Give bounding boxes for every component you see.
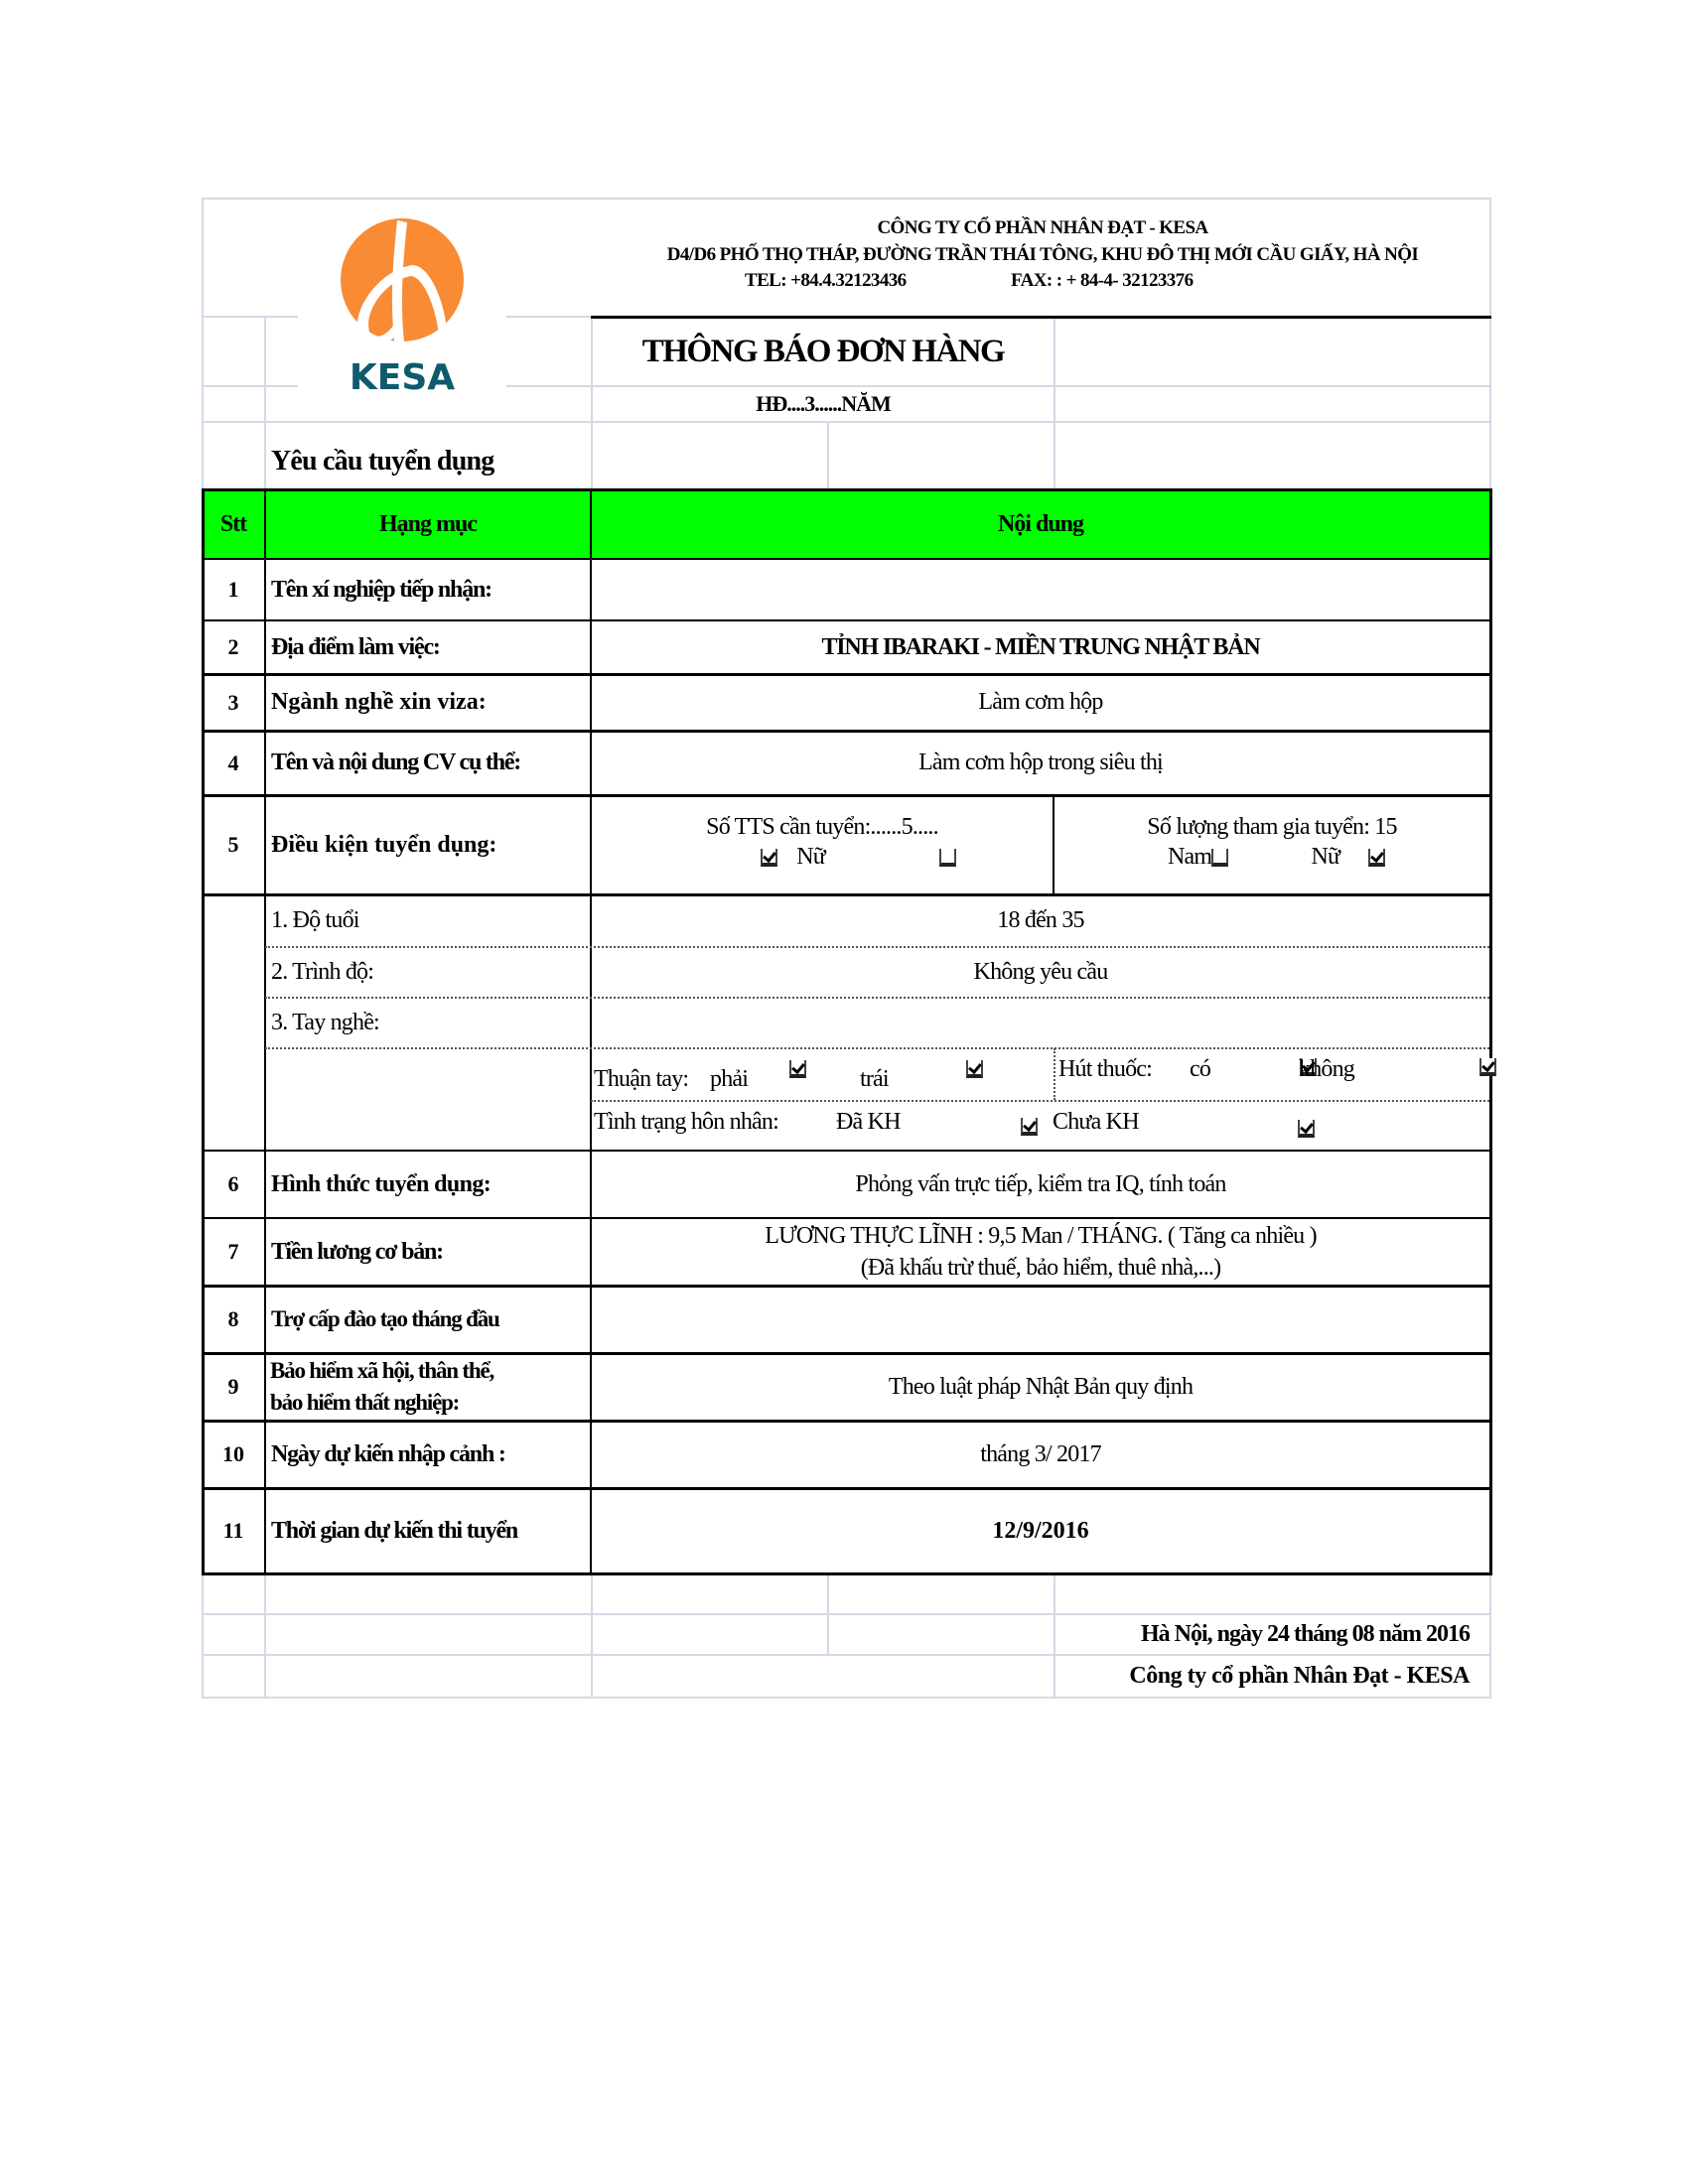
gridline — [202, 316, 301, 318]
row-number: 11 — [222, 1518, 244, 1543]
sub-label-age: 1. Độ tuổi — [271, 906, 359, 933]
company-fax: FAX: : + 84-4- 32123376 — [1011, 270, 1194, 291]
table-border — [202, 488, 1492, 491]
gridline — [1489, 318, 1491, 490]
company-contact — [596, 270, 1489, 294]
kesa-logo-icon — [298, 210, 506, 409]
footer-date: Hà Nội, ngày 24 tháng 08 năm 2016 — [1140, 1621, 1470, 1647]
gridline — [202, 385, 301, 387]
row-value-occupation: Làm cơm hộp — [978, 689, 1103, 715]
row-label-exam-date: Thời gian dự kiến thi tuyển — [271, 1517, 518, 1544]
company-tel: TEL: +84.4.32123436 — [745, 270, 907, 291]
row-value-insurance: Theo luật pháp Nhật Bản quy định — [888, 1373, 1194, 1400]
dotted-divider — [265, 1047, 1489, 1049]
company-address: D4/D6 PHỐ THỌ THÁP, ĐƯỜNG TRẦN THÁI TÔNG, KHU ĐÔ THỊ MỚI CẦU GIẤY, HÀ NỘI — [666, 244, 1419, 265]
row-value-training-allowance — [592, 1287, 1489, 1352]
contract-number: HĐ....3......NĂM — [756, 391, 891, 416]
row-label-insurance-line2: bảo hiểm thất nghiệp: — [270, 1390, 460, 1415]
row-value-salary-line1: LƯƠNG THỰC LĨNH : 9,5 Man / THÁNG. ( Tăng ca nhiều ) — [765, 1222, 1317, 1249]
gridline — [506, 316, 591, 318]
handedness-right-label: phải — [710, 1066, 749, 1092]
gridline — [1489, 198, 1491, 317]
company-name: CÔNG TY CỔ PHẦN NHÂN ĐẠT - KESA — [877, 217, 1208, 238]
row-label-occupation: Ngành nghề xin viza: — [271, 689, 487, 715]
marital-married-label: Đã KH — [836, 1109, 901, 1135]
sub-value-skill — [592, 999, 1489, 1046]
smoking-yes-label: có — [1190, 1056, 1211, 1082]
row-number: 1 — [227, 577, 239, 602]
handedness-label: Thuận tay: — [594, 1066, 689, 1092]
row-label-company: Tên xí nghiệp tiếp nhận: — [271, 576, 492, 603]
row-value-exam-date: 12/9/2016 — [992, 1517, 1089, 1544]
gridline — [827, 421, 829, 490]
sub-value-age: 18 đến 35 — [997, 906, 1084, 933]
gridline — [827, 1573, 829, 1655]
dotted-divider — [1054, 1048, 1055, 1100]
checkbox-married[interactable] — [1021, 1118, 1038, 1136]
male-label: Nam — [1168, 844, 1212, 870]
logo-text: KESA — [349, 357, 456, 398]
row-number: 9 — [227, 1374, 239, 1399]
row-number: 8 — [227, 1306, 239, 1331]
checkbox-single[interactable] — [1298, 1120, 1315, 1138]
footer-signature: Công ty cổ phần Nhân Đạt - KESA — [1129, 1663, 1470, 1689]
row-label-insurance-line1: Bảo hiểm xã hội, thân thể, — [270, 1358, 494, 1383]
trainee-count: Số TTS cần tuyển:......5..... — [706, 813, 938, 840]
sub-label-education: 2. Trình độ: — [271, 958, 374, 985]
gridline — [202, 421, 1491, 423]
checkbox-smoking-no[interactable] — [1479, 1058, 1496, 1076]
sub-label-skill: 3. Tay nghề: — [271, 1009, 379, 1035]
applicant-count: Số lượng tham gia tuyển: 15 — [1147, 813, 1397, 840]
header-category: Hạng mục — [378, 511, 477, 537]
row-value-entry-date: tháng 3/ 2017 — [980, 1440, 1101, 1467]
row-number: 5 — [227, 832, 239, 857]
checkbox-right-hand[interactable] — [789, 1060, 806, 1078]
checkbox-female-checked[interactable] — [761, 849, 777, 867]
row-label-location: Địa điểm làm việc: — [271, 633, 440, 660]
row-label-recruit-method: Hình thức tuyển dụng: — [271, 1170, 492, 1197]
row5-split — [1053, 795, 1055, 893]
gridline — [1054, 318, 1055, 490]
row-label-conditions: Điều kiện tuyển dụng: — [271, 831, 497, 858]
handedness-left-label: trái — [860, 1066, 889, 1092]
gridline — [264, 1573, 266, 1698]
row-number: 6 — [227, 1171, 239, 1196]
row-value-company — [592, 560, 1489, 619]
row-label-training-allowance: Trợ cấp đào tạo tháng đầu — [271, 1306, 499, 1331]
row-label-job-detail: Tên và nội dung CV cụ thể: — [271, 750, 521, 775]
row-number: 4 — [227, 750, 239, 775]
gridline — [202, 1697, 1491, 1699]
row-value-job-detail: Làm cơm hộp trong siêu thị — [918, 750, 1163, 775]
gridline — [202, 198, 1491, 200]
female-label: Nữ — [796, 844, 825, 870]
marital-label: Tình trạng hôn nhân: — [594, 1109, 778, 1135]
table-border — [1489, 488, 1492, 1574]
checkbox-unchecked[interactable] — [939, 849, 956, 867]
row-number: 2 — [227, 634, 239, 659]
checkbox-left-hand[interactable] — [966, 1060, 983, 1078]
checkbox-male[interactable] — [1211, 849, 1228, 867]
gridline — [1489, 1573, 1491, 1698]
section-title: Yêu cầu tuyển dụng — [271, 446, 494, 477]
female-label: Nữ — [1311, 844, 1340, 870]
row-value-recruit-method: Phỏng vấn trực tiếp, kiểm tra IQ, tính toán — [855, 1170, 1226, 1197]
smoking-label: Hút thuốc: — [1058, 1056, 1152, 1082]
table-border — [202, 1572, 1492, 1575]
row-number: 7 — [227, 1239, 239, 1264]
header-stt: Stt — [219, 511, 247, 537]
row-number: 10 — [222, 1441, 244, 1466]
document-title: THÔNG BÁO ĐƠN HÀNG — [641, 333, 1005, 369]
row-value-salary-line2: (Đã khấu trừ thuế, bảo hiểm, thuê nhà,...) — [860, 1254, 1221, 1281]
checkbox-female[interactable] — [1368, 849, 1385, 867]
row-value-location: TỈNH IBARAKI - MIỀN TRUNG NHẬT BẢN — [821, 633, 1260, 660]
header-content: Nội dung — [997, 511, 1084, 537]
marital-single-label: Chưa KH — [1053, 1109, 1139, 1135]
sub-value-education: Không yêu cầu — [973, 958, 1108, 985]
trainee-gender-options — [761, 844, 956, 874]
row-label-salary: Tiền lương cơ bản: — [271, 1238, 443, 1265]
gridline — [591, 1573, 593, 1698]
row-number: 3 — [227, 689, 239, 715]
company-logo — [298, 210, 506, 409]
applicant-gender-options — [1168, 844, 1385, 874]
smoking-no-label: không — [1299, 1056, 1355, 1082]
dotted-divider — [591, 1100, 1489, 1102]
row-label-entry-date: Ngày dự kiến nhập cảnh : — [271, 1440, 505, 1467]
